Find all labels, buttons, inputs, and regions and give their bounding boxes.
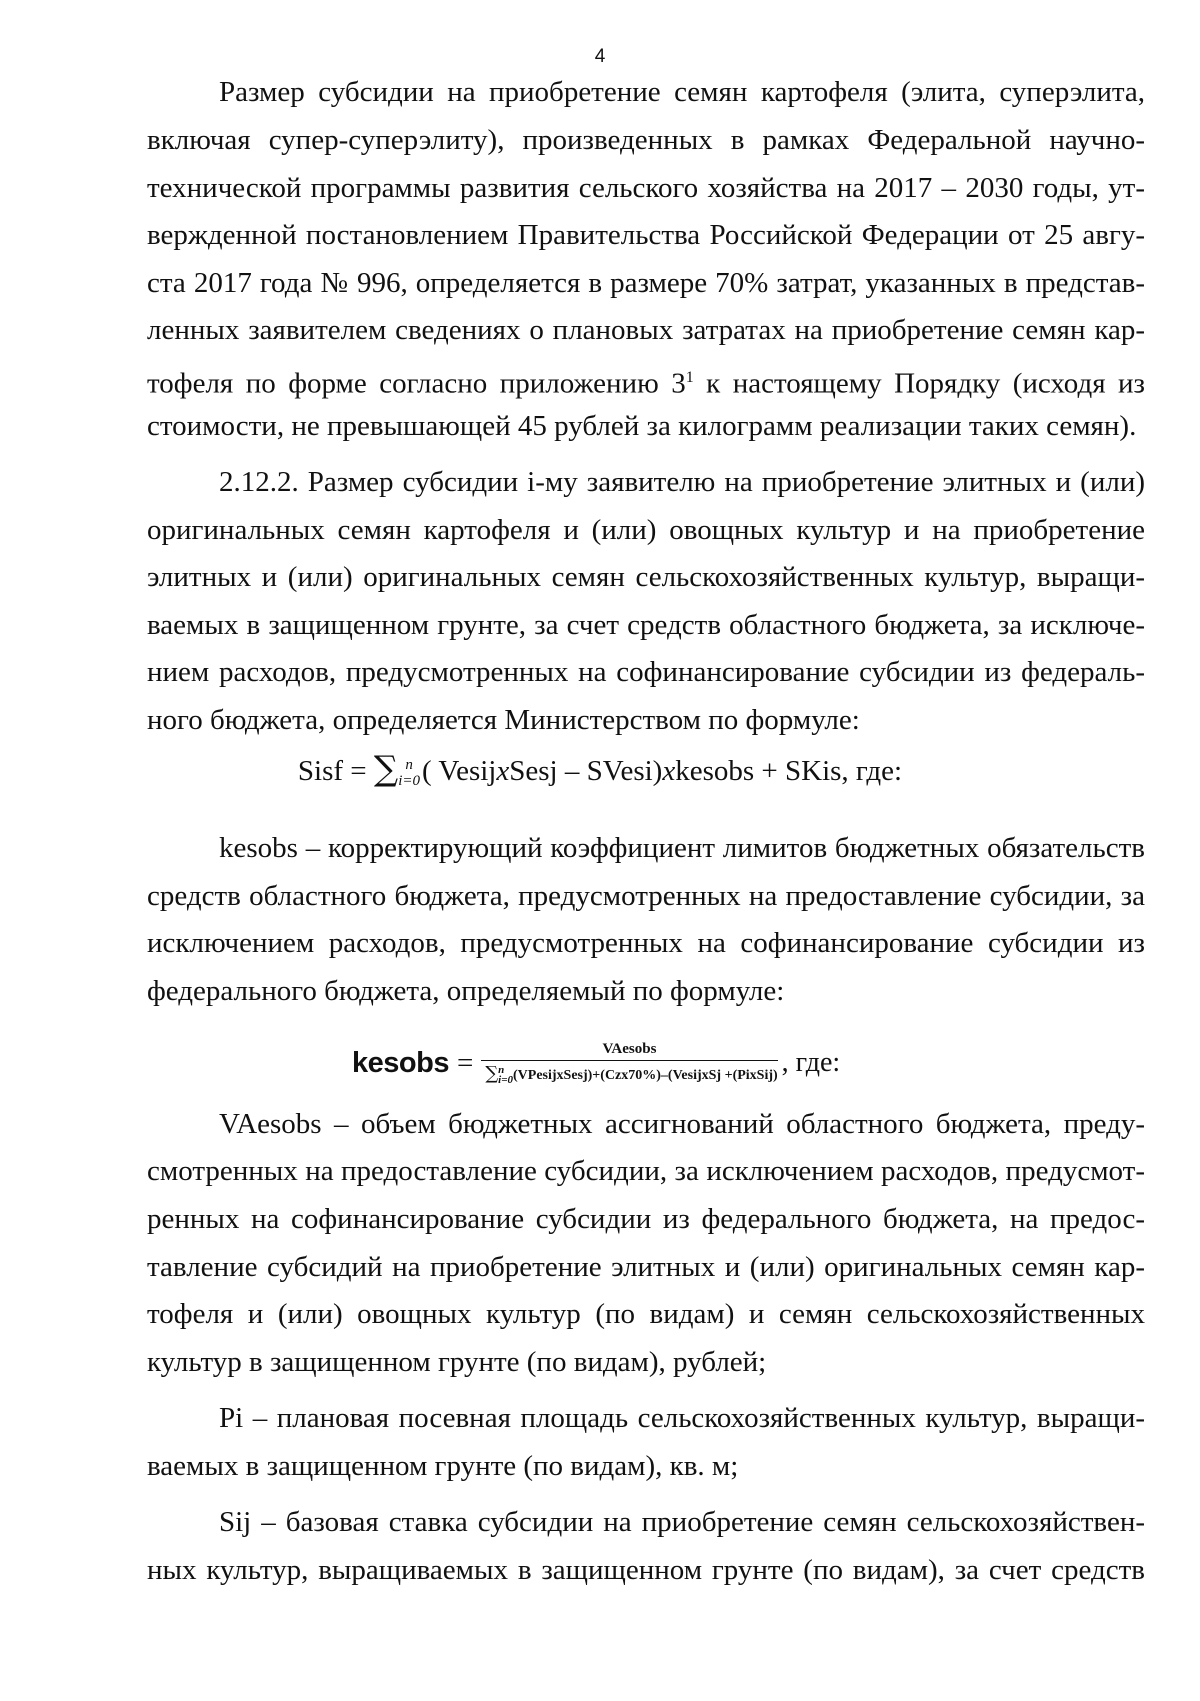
paragraph-5-line-1: Pi – плановая посевная площадь сельскохозяйственных культур, выращи- [219, 1402, 1145, 1434]
paragraph-1-line-3: технической программы развития сельского хозяйства на 2017 – 2030 годы, ут- [147, 172, 1145, 204]
sum-lower-limit: i=0 [398, 773, 420, 790]
paragraph-3-line-2: средств областного бюджета, предусмотренных на предоставление субсидии, за [147, 880, 1145, 912]
paragraph-3-line-3: исключением расходов, предусмотренных на софинансирование субсидии из [147, 927, 1145, 959]
sum-sign: ∑ [485, 1062, 499, 1084]
paragraph-4-line-4: тавление субсидий на приобретение элитных и (или) оригинальных семян кар- [147, 1251, 1145, 1283]
formula-sisf-term-3: kesobs + SKis [675, 755, 842, 787]
fraction-numerator: VAesobs [481, 1041, 777, 1061]
formula-kesobs-tail: , где: [781, 1047, 841, 1078]
paragraph-1-line-7-text-a: тофеля по форме согласно приложению 3 [147, 367, 686, 400]
formula-kesobs-lhs: kesobs [352, 1046, 449, 1079]
paragraph-1-line-2: включая супер-суперэлиту), произведенных в рамках Федеральной научно- [147, 124, 1145, 156]
formula-sisf-tail: , где: [841, 755, 903, 787]
paragraph-1-line-5: ста 2017 года № 996, определяется в размере 70% затрат, указанных в представ- [147, 267, 1145, 299]
paragraph-4-line-3: ренных на софинансирование субсидии из федерального бюджета, на предос- [147, 1203, 1145, 1235]
multiply-sign: x [496, 755, 510, 787]
sum-upper-limit: n [405, 757, 413, 774]
paragraph-5-line-2: ваемых в защищенном грунте (по видам), кв. м; [147, 1450, 739, 1482]
paragraph-1-line-1: Размер субсидии на приобретение семян картофеля (элита, суперэлита, [219, 76, 1145, 108]
page-number: 4 [594, 46, 606, 67]
paragraph-2-line-3: элитных и (или) оригинальных семян сельскохозяйственных культур, выращи- [147, 561, 1145, 593]
multiply-sign: x [662, 755, 676, 787]
paragraph-2-line-6: ного бюджета, определяется Министерством по формуле: [147, 704, 860, 736]
paragraph-2-line-4: ваемых в защищенном грунте, за счет средств областного бюджета, за исключе- [147, 609, 1145, 641]
fraction-denominator [481, 1061, 777, 1086]
equals-sign: = [456, 1046, 474, 1079]
paragraph-1-line-6: ленных заявителем сведениях о плановых затратах на приобретение семян кар- [147, 314, 1145, 346]
paragraph-2-line-2: оригинальных семян картофеля и (или) овощных культур и на приобретение [147, 514, 1145, 546]
paragraph-1-line-8: стоимости, не превышающей 45 рублей за килограмм реализации таких семян). [147, 410, 1137, 442]
paragraph-4-line-5: тофеля и (или) овощных культур (по видам) и семян сельскохозяйственных [147, 1298, 1145, 1330]
formula-kesobs [352, 1028, 840, 1098]
formula-sisf [0, 747, 1200, 791]
paragraph-6-line-2: ных культур, выращиваемых в защищенном грунте (по видам), за счет средств [147, 1554, 1145, 1586]
formula-sisf-term-1: ( Vesij [421, 755, 497, 787]
paragraph-1-line-4: вержденной постановлением Правительства Российской Федерации от 25 авгу- [147, 219, 1145, 251]
formula-sisf-lhs: Sisf = [297, 755, 374, 787]
paragraph-4-line-6: культур в защищенном грунте (по видам), рублей; [147, 1346, 767, 1378]
paragraph-2-line-5: нием расходов, предусмотренных на софинансирование субсидии из федераль- [147, 656, 1145, 688]
formula-sisf-term-2: Sesj – SVesi) [509, 755, 663, 787]
paragraph-3-line-4: федерального бюджета, определяемый по формуле: [147, 975, 785, 1007]
paragraph-1-line-7 [147, 358, 1145, 398]
paragraph-2-line-1: 2.12.2. Размер субсидии i-му заявителю на приобретение элитных и (или) [219, 466, 1145, 498]
appendix-superscript: 1 [685, 369, 694, 386]
paragraph-4-line-2: смотренных на предоставление субсидии, за исключением расходов, предусмот- [147, 1155, 1145, 1187]
sum-lower-limit: i=0 [498, 1074, 513, 1087]
sum-upper-limit: n [498, 1064, 505, 1077]
paragraph-6-line-1: Sij – базовая ставка субсидии на приобретение семян сельскохозяйствен- [219, 1506, 1145, 1538]
paragraph-4-line-1: VAesobs – объем бюджетных ассигнований областного бюджета, преду- [219, 1108, 1145, 1140]
formula-kesobs-fraction [481, 1041, 777, 1086]
paragraph-1-line-7-text-b: к настоящему Порядку (исходя из [693, 367, 1145, 400]
paragraph-3-line-1: kesobs – корректирующий коэффициент лимитов бюджетных обязательств [219, 832, 1145, 864]
denominator-body: (VPesijxSesj)+(Czx70%)–(VesijxSj +(PixSij) [513, 1067, 778, 1083]
sum-sign: ∑ [373, 749, 399, 789]
